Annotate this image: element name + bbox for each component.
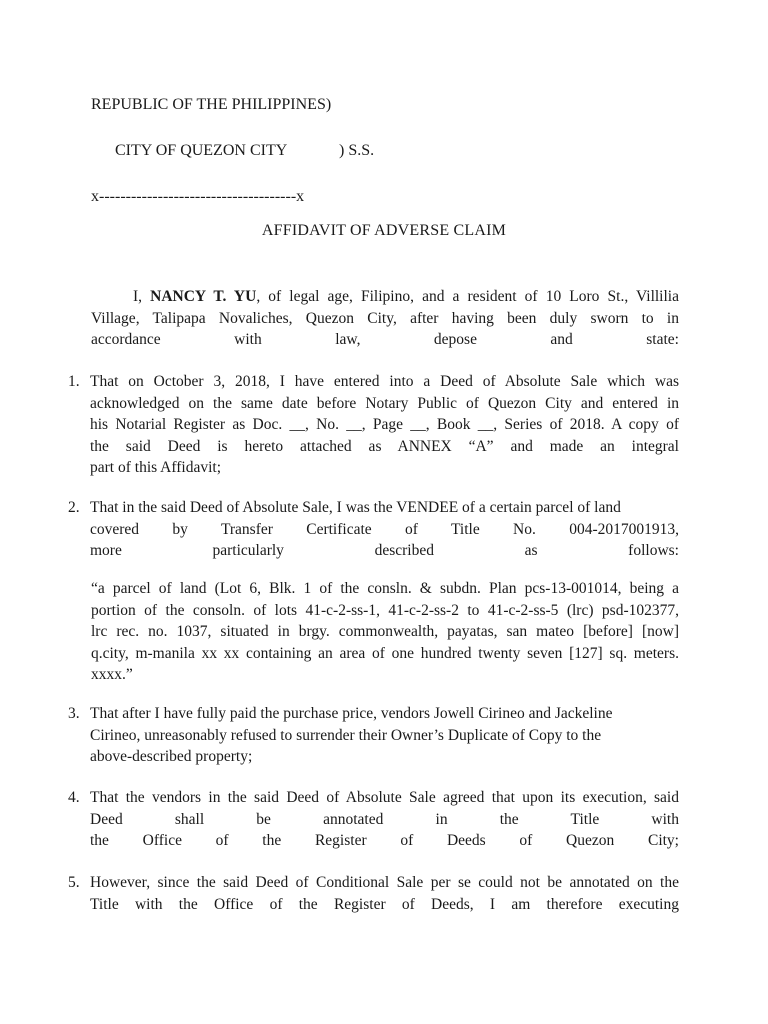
item-1-line-5: part of this Affidavit; [90, 459, 222, 476]
item-4-line-3: the Office of the Register of Deeds of Quezon City; [90, 832, 679, 849]
item-3-line-3: above-described property; [90, 748, 253, 765]
item-3-line-2: Cirineo, unreasonably refused to surrender their Owner’s Duplicate of Copy to the [90, 726, 602, 744]
quote-line-4: q.city, m-manila xx xx containing an area of one hundred twenty seven [127] sq. meters. [91, 644, 679, 662]
numbered-item-3 [68, 703, 679, 768]
affiant-name: NANCY T. YU [150, 288, 257, 305]
property-description-quote [91, 578, 679, 686]
intro-prefix: I, [133, 288, 151, 305]
numbered-item-5 [68, 872, 679, 915]
intro-line-1-rest: , of legal age, Filipino, and a resident of 10 Loro St., Villilia [256, 288, 679, 305]
document-title: AFFIDAVIT OF ADVERSE CLAIM [261, 222, 507, 239]
venue-city [91, 116, 375, 185]
quote-line-3: lrc rec. no. 1037, situated in brgy. commonwealth, payatas, san mateo [before] [now] [91, 623, 679, 640]
numbered-item-4 [68, 787, 679, 852]
quote-line-1: “a parcel of land (Lot 6, Blk. 1 of the consln. & subdn. Plan pcs-13-001014, being a [91, 580, 679, 597]
intro-paragraph [91, 286, 679, 351]
item-2-line-2: covered by Transfer Certificate of Title No. 004-2017001913, [90, 520, 679, 538]
item-1-line-4: the said Deed is hereto attached as ANNEX “A” and made an integral [90, 437, 679, 455]
quote-line-2: portion of the consoln. of lots 41-c-2-ss-1, 41-c-2-ss-2 to 41-c-2-ss-5 (lrc) psd-102377, [91, 601, 679, 619]
venue-city-label: CITY OF QUEZON CITY [115, 142, 288, 159]
item-number: 5. [68, 874, 80, 891]
numbered-item-1 [68, 371, 679, 479]
venue-separator: x-------------------------------------x [91, 188, 305, 205]
item-number: 4. [68, 789, 80, 806]
item-5-line-2: Title with the Office of the Register of Deeds, I am therefore executing [90, 895, 679, 913]
item-1-line-3: his Notarial Register as Doc. __, No. __, Page __, Book __, Series of 2018. A copy of [90, 416, 679, 433]
intro-line-1 [91, 286, 679, 308]
item-3-line-1: That after I have fully paid the purchase price, vendors Jowell Cirineo and Jackeline [90, 705, 613, 722]
quote-line-5: xxxx.” [91, 666, 133, 683]
item-5-line-1: However, since the said Deed of Conditional Sale per se could not be annotated on the [90, 874, 679, 891]
item-2-line-1: That in the said Deed of Absolute Sale, I was the VENDEE of a certain parcel of land [90, 499, 621, 516]
item-4-line-2: Deed shall be annotated in the Title with [90, 810, 679, 828]
item-4-line-1: That the vendors in the said Deed of Absolute Sale agreed that upon its execution, said [90, 789, 679, 806]
intro-line-2: Village, Talipapa Novaliches, Quezon City, after having been duly sworn to in [91, 309, 679, 327]
item-number: 2. [68, 499, 80, 516]
venue-ss: ) S.S. [339, 142, 375, 159]
item-1-line-2: acknowledged on the same date before Notary Public of Quezon City and entered in [90, 394, 679, 412]
intro-line-3: accordance with law, depose and state: [91, 331, 679, 348]
venue-block [91, 93, 375, 208]
item-number: 1. [68, 373, 80, 390]
item-2-line-3: more particularly described as follows: [90, 542, 679, 559]
item-number: 3. [68, 705, 80, 722]
venue-republic: REPUBLIC OF THE PHILIPPINES) [91, 96, 332, 113]
numbered-item-2 [68, 497, 679, 562]
item-1-line-1: That on October 3, 2018, I have entered into a Deed of Absolute Sale which was [90, 373, 679, 390]
